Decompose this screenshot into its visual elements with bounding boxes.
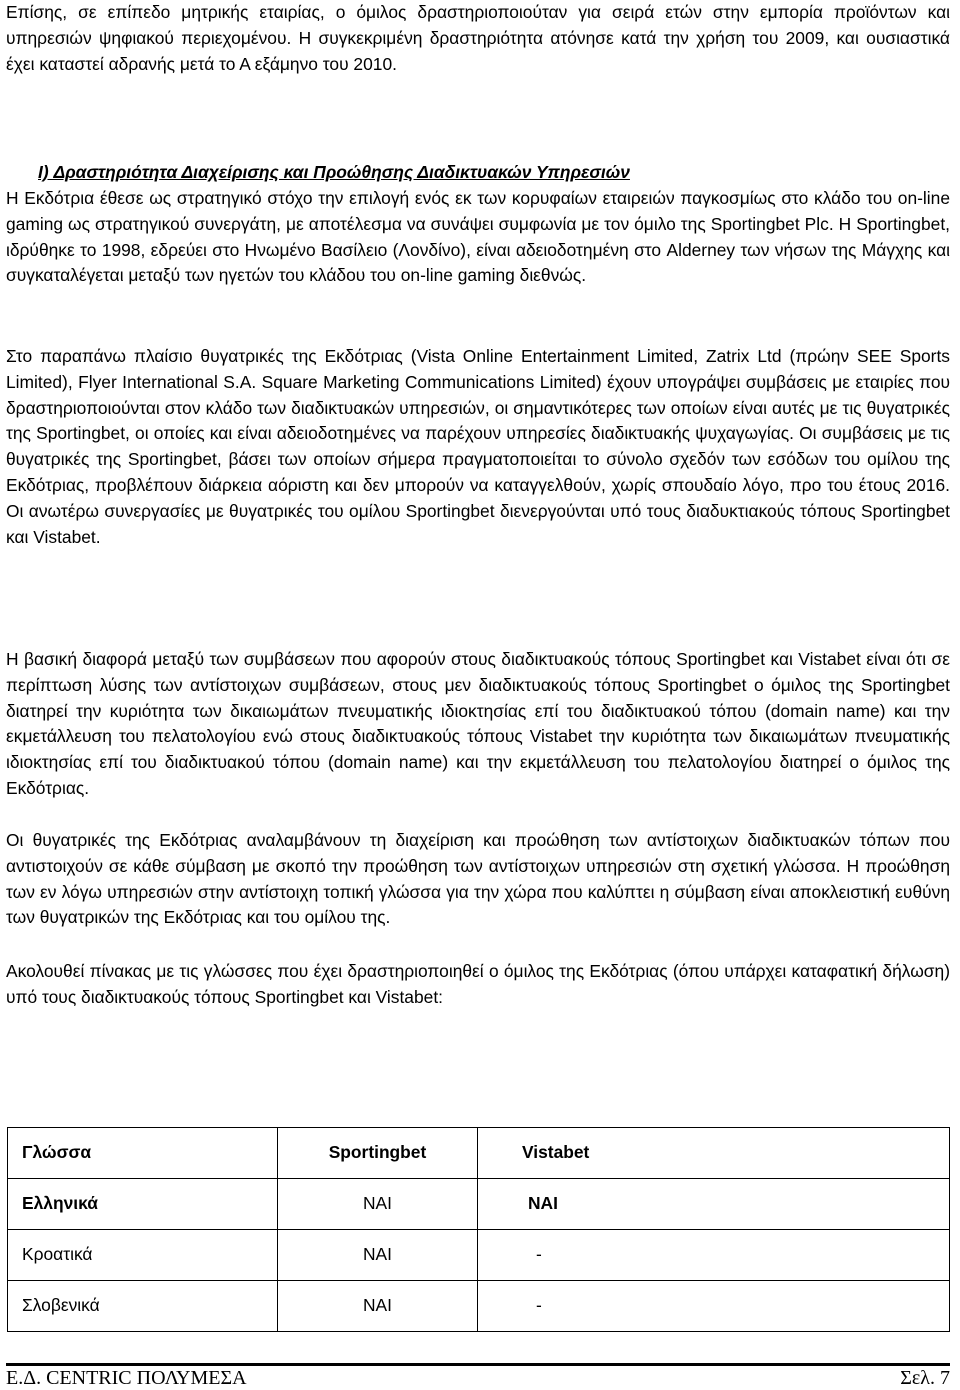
table-cell: ΝΑΙ (278, 1179, 478, 1230)
table-cell: ΝΑΙ (278, 1230, 478, 1281)
table-header-cell: Vistabet (478, 1128, 950, 1179)
table-header-row (8, 1128, 950, 1179)
table-row (8, 1230, 950, 1281)
table-cell: ΝΑΙ (278, 1281, 478, 1332)
table-cell: Σλοβενικά (8, 1281, 278, 1332)
footer-page-number: Σελ. 7 (900, 1367, 950, 1389)
paragraph-strategic-partner: Η Εκδότρια έθεσε ως στρατηγικό στόχο την επιλογή ενός εκ των κορυφαίων εταιρειών παγκοσμίως στο κλάδο του on-line gaming ως στρατηγικού συνεργάτη, με αποτέλεσμα να συνάψει συμφωνία με τον όμιλο της Sportingbet Plc. Η Sportingbet, ιδρύθηκε το 1998, εδρεύει στο Ηνωμένο Βασίλειο (Λονδίνο), είναι αδειοδοτημένη στο Alderney των νήσων της Μάγχης και συγκαταλέγεται μεταξύ των ηγετών του κλάδου του on-line gaming διεθνώς. (6, 188, 950, 286)
table-row (8, 1179, 950, 1230)
table-cell: - (478, 1230, 950, 1281)
table-cell: Ελληνικά (8, 1179, 278, 1230)
table-cell: ΝΑΙ (478, 1179, 950, 1230)
paragraph-table-intro: Ακολουθεί πίνακας με τις γλώσσες που έχει δραστηριοποιηθεί ο όμιλος της Εκδότριας (όπου υπάρχει καταφατική δήλωση) υπό τους διαδικτυακούς τόπους Sportingbet και Vistabet: (6, 961, 950, 1007)
table-header-cell: Γλώσσα (8, 1128, 278, 1179)
table-header-cell: Sportingbet (278, 1128, 478, 1179)
intro-paragraph: Επίσης, σε επίπεδο μητρικής εταιρίας, ο όμιλος δραστηριοποιούταν για σειρά ετών στην εμπορία προϊόντων και υπηρεσιών ψηφιακού περιεχομένου. Η συγκεκριμένη δραστηριότητα ατόνησε κατά την χρήση του 2009, και ουσιαστικά έχει καταστεί αδρανής μετά το Α εξάμηνο του 2010. (6, 2, 950, 74)
paragraph-subsidiaries: Στο παραπάνω πλαίσιο θυγατρικές της Εκδότριας (Vista Online Entertainment Limited, Zatrix Ltd (πρώην SEE Sports Limited), Flyer International S.A. Square Marketing Communications Limited) έχουν υπογράψει συμβάσεις με εταιρίες που δραστηριοποιούνται στον κλάδο των διαδικτυακών υπηρεσιών, οι σημαντικότερες των οποίων είναι αυτές με τις θυγατρικές της Sportingbet, οι οποίες και είναι αδειοδοτημένες να παρέχουν υπηρεσίες διαδικτυακής ψυχαγωγίας. Οι συμβάσεις με τις θυγατρικές της Sportingbet, βάσει των οποίων σήμερα πραγματοποιείται το σύνολο σχεδόν των εσόδων του ομίλου της Εκδότριας, προβλέπουν διάρκεια αόριστη και δεν μπορούν να καταγγελθούν, χωρίς σπουδαίο λόγο, προ του έτους 2016. Οι ανωτέρω συνεργασίες με θυγατρικές του ομίλου Sportingbet διενεργούνται υπό τους διαδυκτιακούς τόπους Sportingbet και Vistabet. (6, 346, 950, 547)
section-heading: I) Δραστηριότητα Διαχείρισης και Προώθησης Διαδικτυακών Υπηρεσιών (38, 162, 630, 182)
table-cell: Κροατικά (8, 1230, 278, 1281)
paragraph-contract-difference: Η βασική διαφορά μεταξύ των συμβάσεων που αφορούν στους διαδικτυακούς τόπους Sportingbet και Vistabet είναι ότι σε περίπτωση λύσης των αντίστοιχων συμβάσεων, στους μεν διαδικτυακούς τόπους Sportingbet ο όμιλος της Sportingbet διατηρεί την κυριότητα των δικαιωμάτων πνευματικής ιδιοκτησίας επί του διαδικτυακού τόπου (domain name) και την εκμετάλλευση του πελατολογίου ενώ στους διαδικτυακούς τόπους Vistabet την κυριότητα των δικαιωμάτων πνευματικής ιδιοκτησίας επί του διαδικτυακού τόπου (domain name) και την εκμετάλλευση του πελατολογίου διατηρεί ο όμιλος της Εκδότριας. (6, 649, 950, 798)
footer-company-name: Ε.Δ. CENTRIC ΠΟΛΥΜΕΣΑ (6, 1367, 247, 1389)
table-cell: - (478, 1281, 950, 1332)
languages-table (7, 1127, 950, 1332)
table-row (8, 1281, 950, 1332)
paragraph-promotion: Οι θυγατρικές της Εκδότριας αναλαμβάνουν τη διαχείριση και προώθηση των αντίστοιχων διαδικτυακών τόπων που αντιστοιχούν σε κάθε σύμβαση με σκοπό την προώθηση των αντίστοιχων υπηρεσιών στη σχετική γλώσσα. Η προώθηση των εν λόγω υπηρεσιών στην αντίστοιχη τοπική γλώσσα για την χώρα που καλύπτει η σύμβαση είναι αποκλειστική ευθύνη των θυγατρικών της Εκδότριας και του ομίλου της. (6, 830, 950, 928)
